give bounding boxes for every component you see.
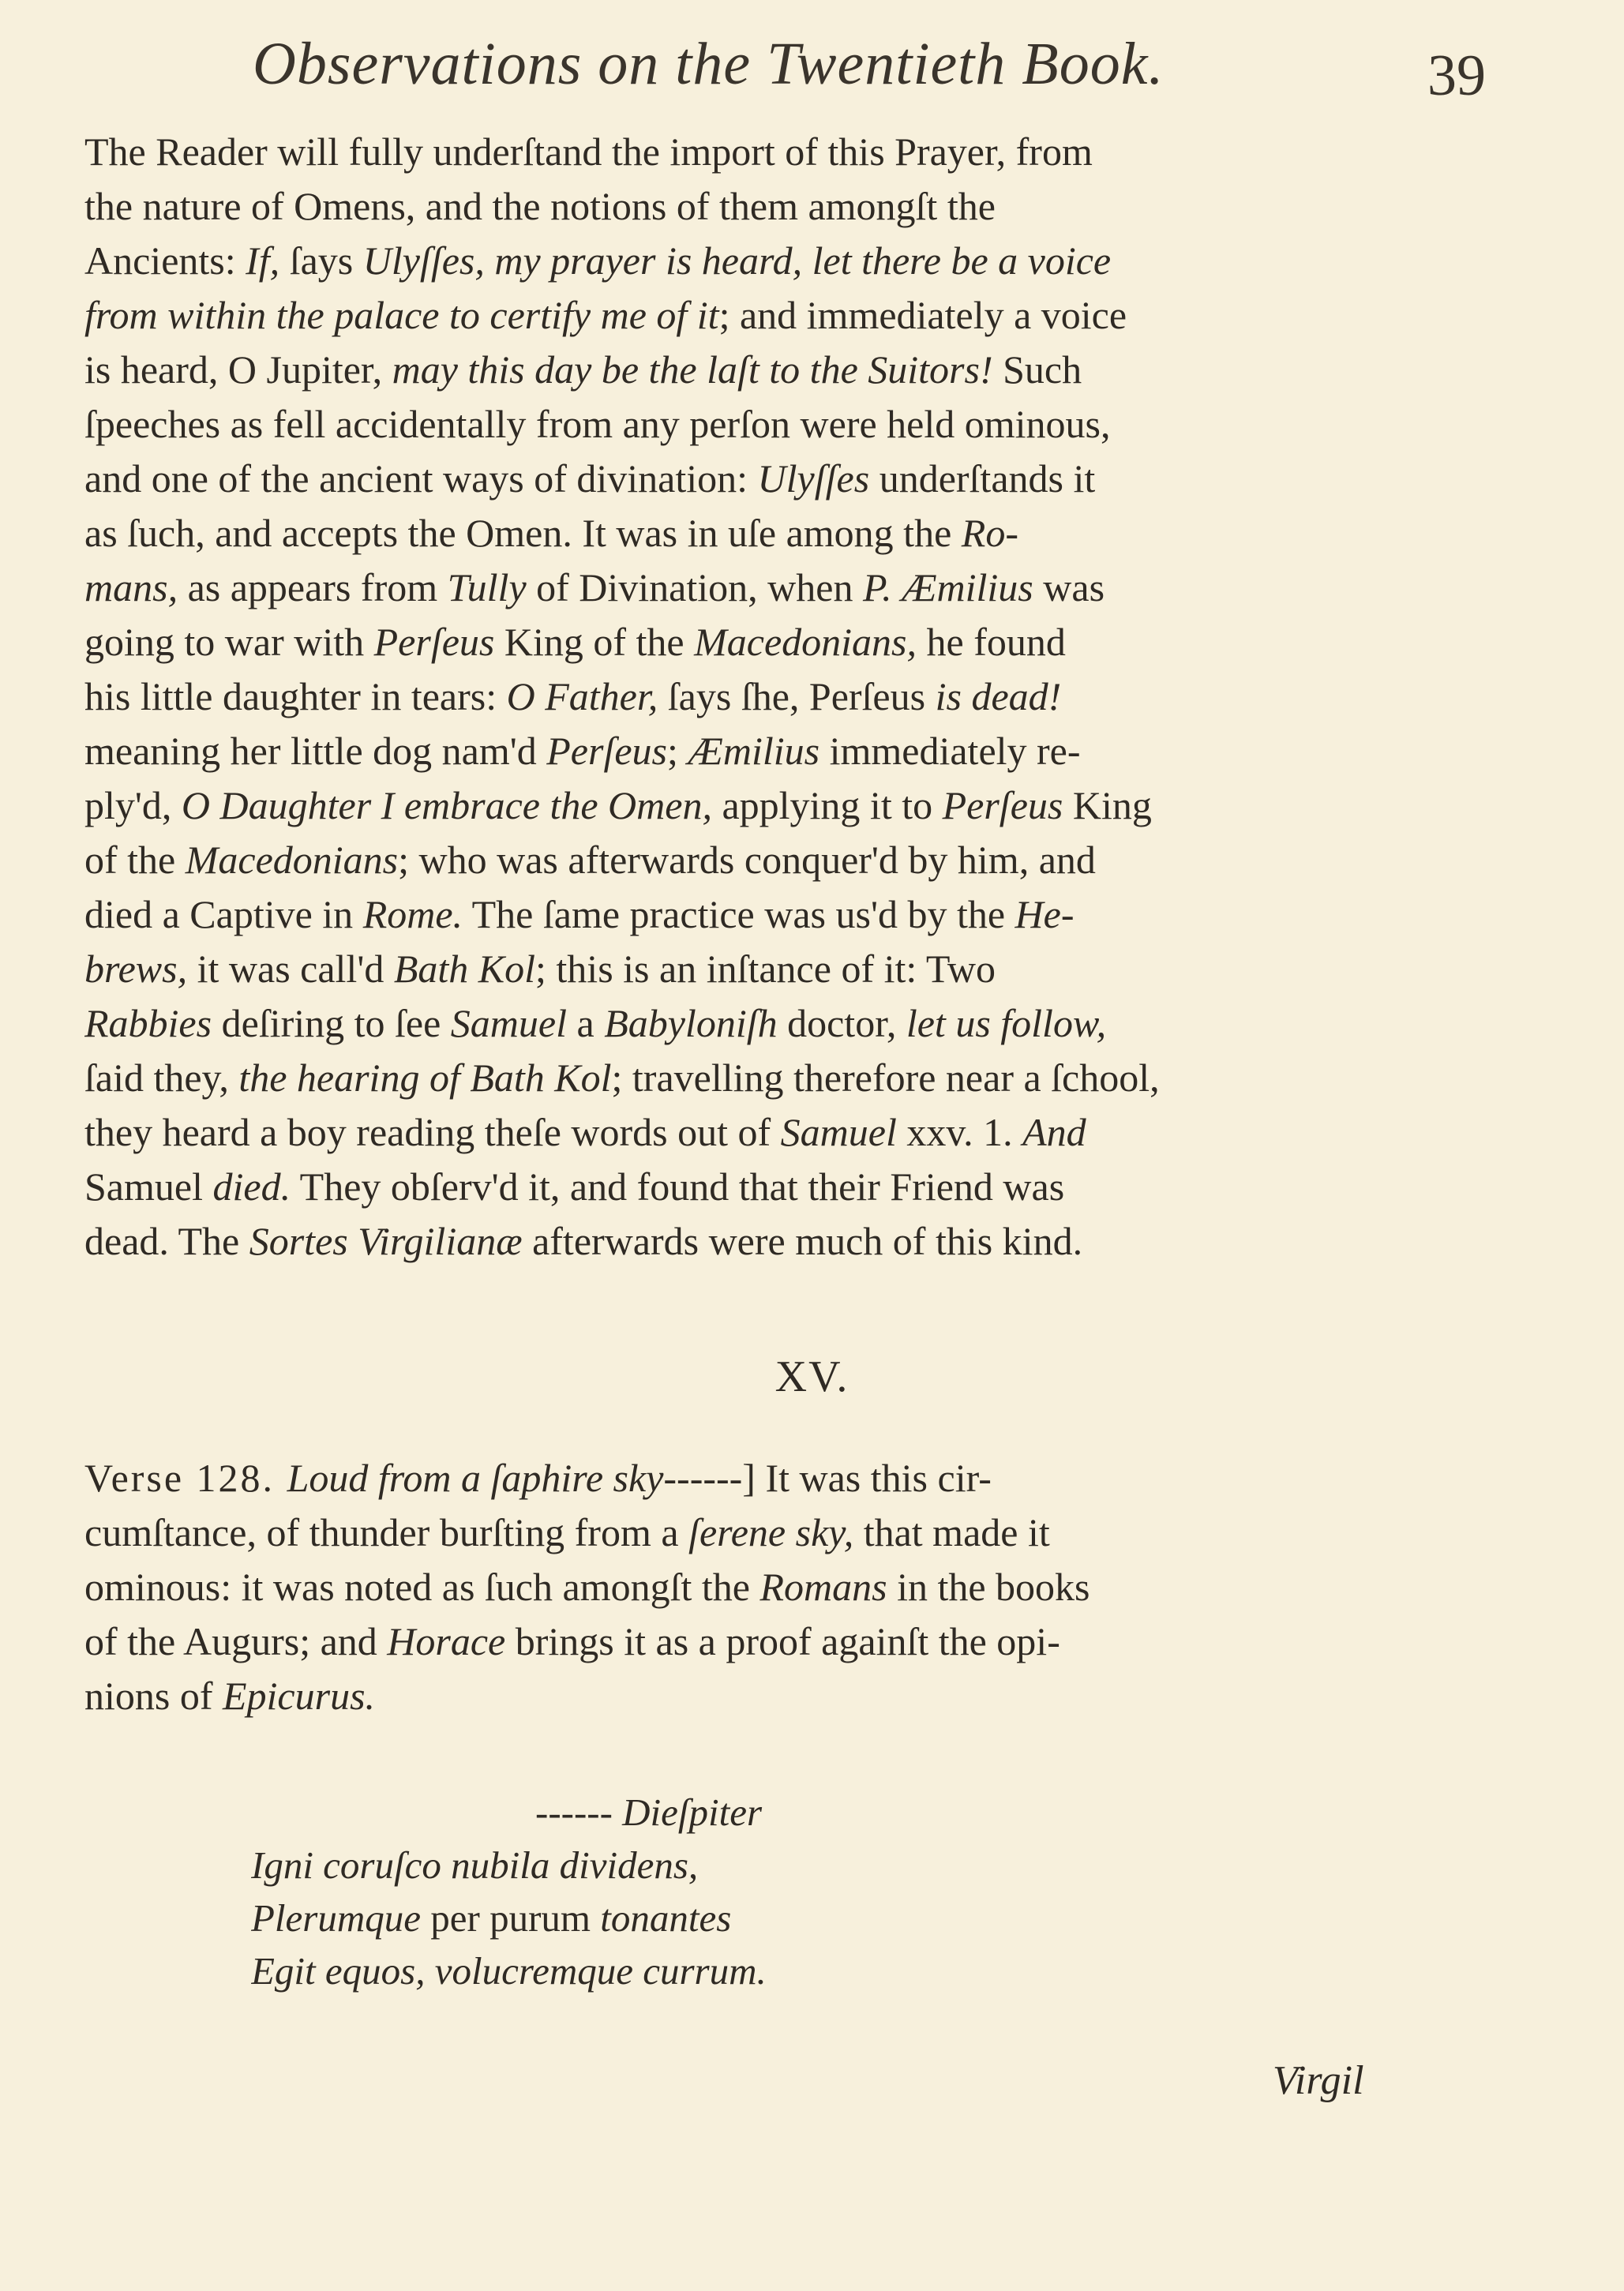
text-line: The Reader will fully underſtand the import of this Prayer, from xyxy=(84,129,1093,174)
text-line: cumſtance, of thunder burſting from a ſerene sky, that made it xyxy=(84,1510,1050,1554)
text-line: ſpeeches as fell accidentally from any perſon were held ominous, xyxy=(84,402,1111,446)
verse-line: Egit equos, volucremque currum. xyxy=(251,1949,767,1993)
section-paragraph xyxy=(84,1451,1375,1723)
text-line: of the Macedonians; who was afterwards conquer'd by him, and xyxy=(84,838,1096,882)
text-line: Verse 128. Loud from a ſaphire sky------] It was this cir- xyxy=(84,1456,992,1500)
text-line: ſaid they, the hearing of Bath Kol; travelling therefore near a ſchool, xyxy=(84,1056,1160,1100)
text-line: dead. The Sortes Virgilianæ afterwards were much of this kind. xyxy=(84,1219,1083,1263)
verse-line: ------ Dieſpiter xyxy=(535,1790,763,1834)
page-number: 39 xyxy=(1427,43,1486,108)
verse-quotation xyxy=(251,1786,962,1997)
text-line: nions of Epicurus. xyxy=(84,1674,376,1718)
text-line: the nature of Omens, and the notions of them amongſt the xyxy=(84,184,996,228)
text-line: ply'd, O Daughter I embrace the Omen, applying it to Perſeus King xyxy=(84,783,1152,827)
text-line: died a Captive in Rome. The ſame practice was us'd by the He- xyxy=(84,892,1075,936)
verse-line: Plerumque per purum tonantes xyxy=(251,1896,732,1940)
text-line: brews, it was call'd Bath Kol; this is an inſtance of it: Two xyxy=(84,947,996,991)
text-line: Rabbies deſiring to ſee Samuel a Babyloniſh doctor, let us follow, xyxy=(84,1001,1107,1045)
text-line: meaning her little dog nam'd Perſeus; Æmilius immediately re- xyxy=(84,729,1081,773)
text-line: and one of the ancient ways of divination: Ulyſſes underſtands it xyxy=(84,456,1096,501)
text-line: they heard a boy reading theſe words out of Samuel xxv. 1. And xyxy=(84,1110,1086,1154)
main-paragraph xyxy=(84,125,1375,1269)
running-head: Observations on the Twentieth Book. xyxy=(253,31,1165,97)
section-heading: XV. xyxy=(774,1352,850,1401)
text-line: as ſuch, and accepts the Omen. It was in uſe among the Ro- xyxy=(84,511,1018,555)
text-line: his little daughter in tears: O Father, ſays ſhe, Perſeus is dead! xyxy=(84,674,1062,718)
text-line: ominous: it was noted as ſuch amongſt the Romans in the books xyxy=(84,1565,1090,1609)
text-line: is heard, O Jupiter, may this day be the laſt to the Suitors! Such xyxy=(84,347,1082,392)
quote-attribution: Virgil xyxy=(1273,2058,1364,2103)
text-line: from within the palace to certify me of it; and immediately a voice xyxy=(84,293,1127,337)
text-line: of the Augurs; and Horace brings it as a proof againſt the opi- xyxy=(84,1619,1060,1663)
text-line: Samuel died. They obſerv'd it, and found that their Friend was xyxy=(84,1164,1065,1209)
text-line: going to war with Perſeus King of the Macedonians, he found xyxy=(84,620,1066,664)
text-line: mans, as appears from Tully of Divination, when P. Æmilius was xyxy=(84,565,1105,609)
verse-line: Igni coruſco nubila dividens, xyxy=(251,1843,699,1887)
text-line: Ancients: If, ſays Ulyſſes, my prayer is heard, let there be a voice xyxy=(84,238,1112,283)
